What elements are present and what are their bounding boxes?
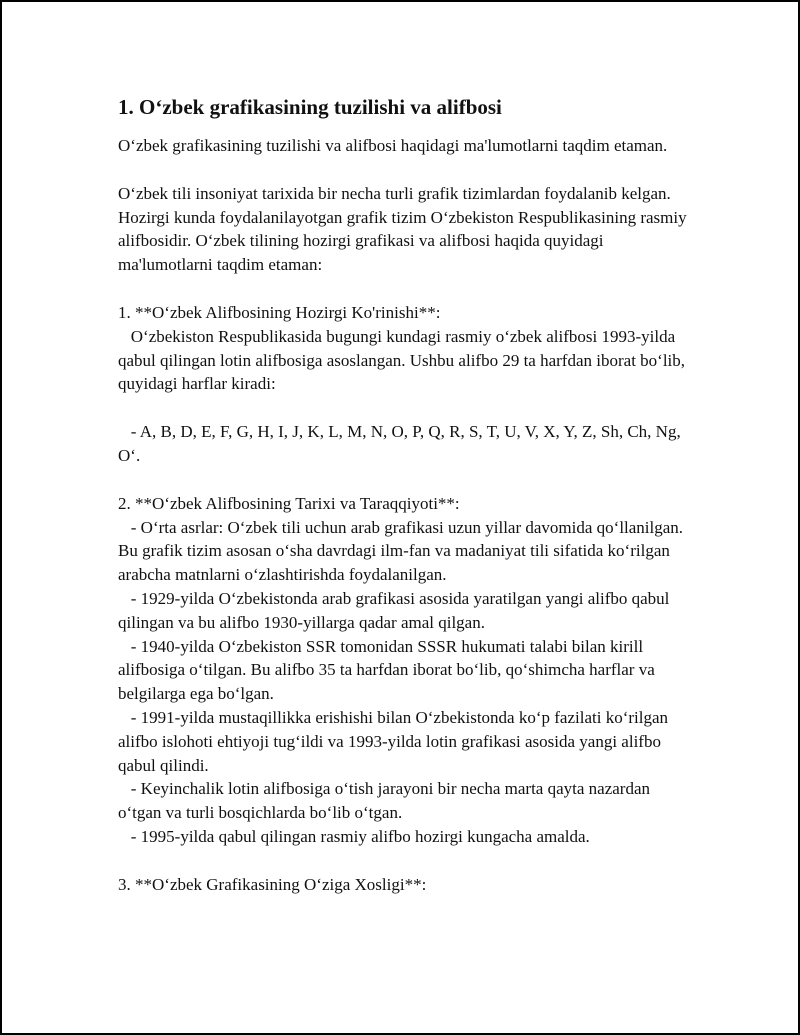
current-alphabet-section: 1. **O‘zbek Alifbosining Hozirgi Ko'rinishi**: O‘zbekiston Respublikasida bugungi kundagi rasmiy o‘zbek alifbosi 1993-yilda qabul qilingan lotin alifbosiga asoslangan. Ushbu alifbo 29 ta harfdan iborat bo‘lib, quyidagi harflar kiradi: [118, 302, 686, 394]
alphabet-letters-list: - A, B, D, E, F, G, H, I, J, K, L, M, N, O, P, Q, R, S, T, U, V, X, Y, Z, Sh, Ch, Ng, O‘. [118, 422, 685, 465]
document-body [118, 94, 693, 897]
section-heading: 1. O‘zbek grafikasining tuzilishi va alifbosi [118, 95, 502, 119]
graphics-uniqueness-heading: 3. **O‘zbek Grafikasining O‘ziga Xosligi**: [118, 874, 427, 894]
paragraph-spacer [118, 277, 693, 301]
alphabet-history-section: 2. **O‘zbek Alifbosining Tarixi va Taraqqiyoti**: - O‘rta asrlar: O‘zbek tili uchun arab grafikasi uzun yillar davomida qo‘llanilgan. Bu grafik tizim asosan o‘sha davrdagi ilm-fan va madaniyat tili sifatida ko‘rilgan arabcha matnlarni o‘zlashtirishda foydalanilgan. - 1929-yilda O‘zbekistonda arab grafikasi asosida yaratilgan yangi alifbo qabul qilingan va bu alifbo 1930-yillarga qadar amal qilgan. - 1940-yilda O‘zbekiston SSR tomonidan SSSR hukumati talabi bilan kirill alifbosiga o‘tilgan. Bu alifbo 35 ta harfdan iborat bo‘lib, qo‘shimcha harflar va belgilarga ega bo‘lgan. - 1991-yilda mustaqillikka erishishi bilan O‘zbekistonda ko‘p fazilati ko‘rilgan alifbo islohoti ehtiyoji tug‘ildi va 1993-yilda lotin grafikasi asosida yangi alifbo qabul qilindi. - Keyinchalik lotin alifbosiga o‘tish jarayoni bir necha marta qayta nazardan o‘tgan va turli bosqichlarda bo‘lib o‘tgan. - 1995-yilda qabul qilingan rasmiy alifbo hozirgi kungacha amalda. [118, 493, 684, 846]
paragraph-spacer [118, 468, 693, 492]
paragraph-spacer [118, 849, 693, 873]
paragraph-spacer [118, 158, 693, 182]
intro-paragraph: O‘zbek grafikasining tuzilishi va alifbosi haqidagi ma'lumotlarni taqdim etaman. [118, 136, 668, 155]
paragraph-spacer [118, 396, 693, 420]
history-paragraph: O‘zbek tili insoniyat tarixida bir necha turli grafik tizimlardan foydalanib kelgan. Hozirgi kunda foydalanilayotgan grafik tizim O‘zbekiston Respublikasining rasmiy alifbosidir. O‘zbek tilining hozirgi grafikasi va alifbosi haqida quyidagi ma'lumotlarni taqdim etaman: [118, 183, 691, 275]
